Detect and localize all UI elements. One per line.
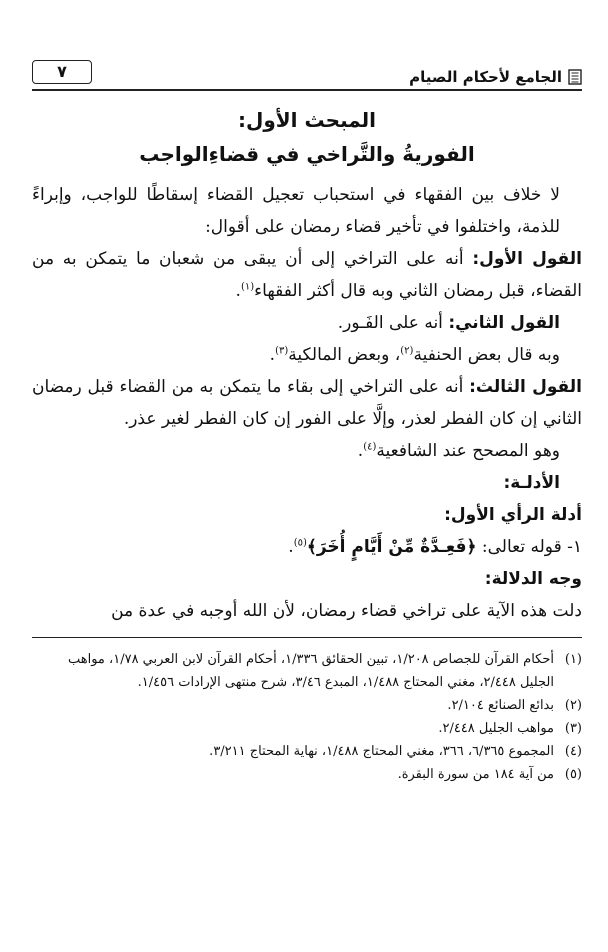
footnote-ref-4: (٤) <box>363 441 377 453</box>
opinion-3-label: القول الثالث: <box>469 377 583 397</box>
footnote-number: (٣) <box>564 721 582 736</box>
book-icon <box>568 69 582 85</box>
footnote-ref-5: (٥) <box>293 537 307 549</box>
footnote-number: (٥) <box>564 767 582 782</box>
footnotes <box>32 648 582 786</box>
opinion-1-label: القول الأول: <box>472 249 582 269</box>
opinion-3-support <box>32 435 582 467</box>
indication-heading: وجه الدلالة: <box>484 569 582 589</box>
opinion-2-support <box>32 339 582 371</box>
opinion-3-support-text: وهو المصحح عند الشافعية <box>376 441 560 461</box>
section-title: المبحث الأول: <box>237 108 377 132</box>
footnote <box>32 694 582 717</box>
running-header <box>32 52 582 91</box>
footnote-divider <box>32 637 582 638</box>
section-heading <box>32 103 582 171</box>
footnote-ref-1: (١) <box>240 281 255 293</box>
footnote-text: بدائع الصنائع ٢/١٠٤. <box>447 698 554 713</box>
footnote-number: (٤) <box>564 744 582 759</box>
footnote <box>32 763 582 786</box>
opinion-1-end: . <box>235 281 241 301</box>
opinion-1 <box>32 243 582 307</box>
footnote-number: (١) <box>564 652 582 667</box>
footnote-ref-3: (٣) <box>275 345 289 357</box>
quran-quote: ﴿فَعِـدَّةٌ مِّنْ أَيَّامٍ أُخَرَ﴾ <box>306 537 477 557</box>
document-page <box>0 52 608 952</box>
footnote-text: مواهب الجليل ٢/٤٤٨. <box>438 721 554 736</box>
evidence-1-end: . <box>288 537 294 557</box>
page-number: ٧ <box>32 60 92 84</box>
opinion-2-label: القول الثاني: <box>448 313 560 333</box>
intro-paragraph: لا خلاف بين الفقهاء في استحباب تعجيل القضاء إسقاطًا للواجب، وإبراءً للذمة، واختلفوا في تأخير قضاء رمضان على أقوال: <box>32 185 560 237</box>
opinion-3 <box>32 371 582 435</box>
opinion-1-text: أنه على التراخي إلى أن يبقى من شعبان ما يتمكن به من القضاء، قبل رمضان الثاني وبه قال أكثر الفقهاء <box>32 249 582 301</box>
header-title-group <box>409 68 582 86</box>
opinion-2 <box>32 307 582 339</box>
footnote-ref-2: (٢) <box>400 345 414 357</box>
footnote-text: أحكام القرآن للجصاص ١/٢٠٨، تبين الحقائق ١/٣٣٦، أحكام القرآن لابن العربي ١/٧٨، مواهب الجليل ٢/٤٤٨، مغني المحتاج ١/٤٨٨، المبدع ٣/٤٦، شرح منتهى الإرادات ١/٤٥٦. <box>67 652 554 690</box>
evidence-1 <box>32 531 582 563</box>
opinion-3-text: أنه على التراخي إلى بقاء ما يتمكن به من القضاء قبل رمضان الثاني إن كان الفطر لعذر، وإلَّا على الفور إن كان الفطر لغير عذر. <box>32 377 582 429</box>
opinion-3-support-end: . <box>357 441 364 461</box>
evidence-heading: الأدلـة: <box>503 473 560 493</box>
opinion-2-support-end: . <box>269 345 276 365</box>
footnote <box>32 648 582 694</box>
footnote-number: (٢) <box>564 698 582 713</box>
section-subtitle: الفوريةُ والتَّراخي في قضاءِالواجب <box>139 142 475 166</box>
opinion-2-text: أنه على الفَـور. <box>337 313 449 333</box>
opinion-2-support-b: ، وبعض المالكية <box>288 345 401 365</box>
opinion-2-support-a: وبه قال بعض الحنفية <box>413 345 560 365</box>
footnote <box>32 717 582 740</box>
evidence-1-intro: ١- قوله تعالى: <box>476 537 582 557</box>
first-opinion-evidence-heading: أدلة الرأي الأول: <box>444 505 582 525</box>
footnote-text: المجموع ٦/٣٦٥، ٣٦٦، مغني المحتاج ١/٤٨٨، نهاية المحتاج ٣/٢١١. <box>209 744 554 759</box>
running-title: الجامع لأحكام الصيام <box>409 68 562 86</box>
indication-text: دلت هذه الآية على تراخي قضاء رمضان، لأن الله أوجبه في عدة من <box>111 601 582 621</box>
footnote <box>32 740 582 763</box>
body-text <box>32 179 582 627</box>
footnote-text: من آية ١٨٤ من سورة البقرة. <box>397 767 554 782</box>
